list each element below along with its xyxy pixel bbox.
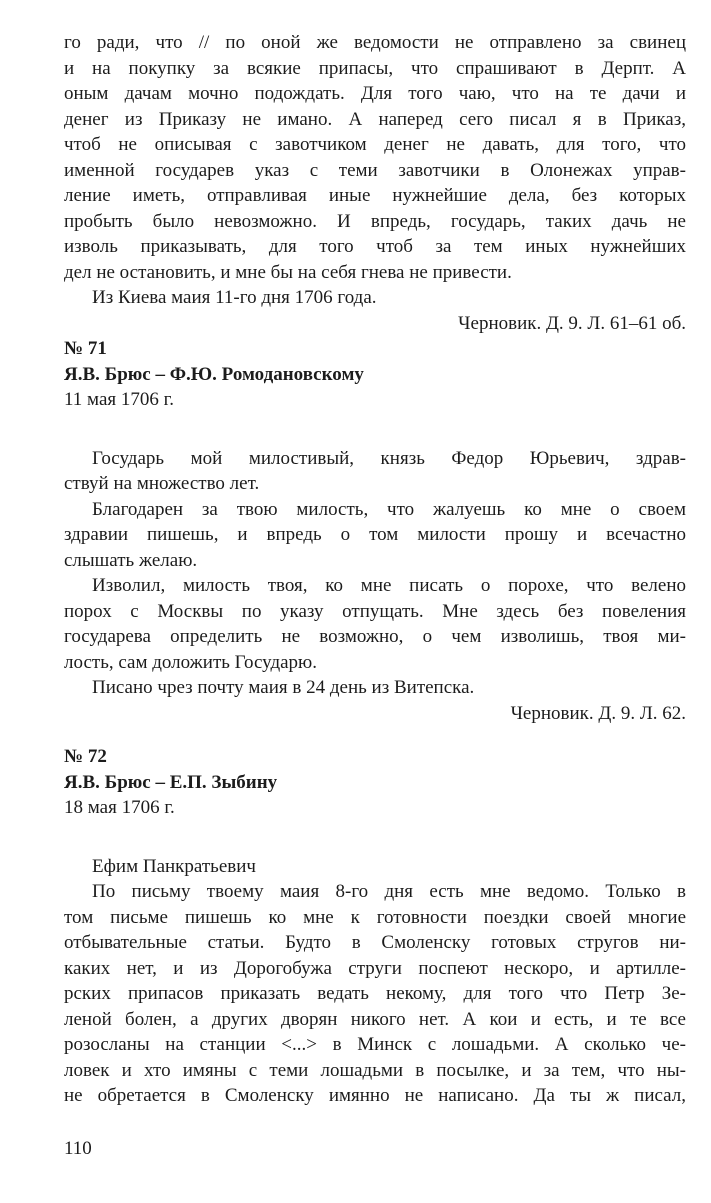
previous-letter-continuation xyxy=(64,30,686,336)
letter-heading: Я.В. Брюс – Ф.Ю. Ромодановскому xyxy=(64,363,364,385)
text-line: Государь мой милостивый, князь Федор Юрьевич, здрав- xyxy=(92,447,686,469)
text-line: порох с Москвы по указу отпущать. Мне здесь без повеления xyxy=(64,600,686,622)
text-line: чтоб не описывая с завотчиком денег не давать, для того, что xyxy=(64,134,686,155)
closing-line: Писано чрез почту маия в 24 день из Витепска. xyxy=(92,677,475,698)
paragraph xyxy=(64,573,686,675)
text-line: Благодарен за твою милость, что жалуешь ко мне о своем xyxy=(92,498,686,520)
letter-72 xyxy=(64,744,686,1109)
text-line: не обретается в Смоленску имянно не написано. Да ты ж писал, xyxy=(64,1085,686,1106)
letter-number: № 72 xyxy=(64,746,107,767)
letter-number: № 71 xyxy=(64,338,107,359)
letter-heading: Я.В. Брюс – Е.П. Зыбину xyxy=(64,771,278,793)
paragraph xyxy=(64,497,686,574)
text-line: оным дачам мочно подождать. Для того чаю, что на те дачи и xyxy=(64,83,686,104)
archive-source: Черновик. Д. 9. Л. 62. xyxy=(510,702,686,724)
paragraph xyxy=(64,879,686,1109)
text-line: денег из Приказу не имано. А наперед сего писал я в Приказ, xyxy=(64,108,686,130)
text-line: отбывательные статьи. Будто в Смоленску готовых стругов ни- xyxy=(64,932,686,953)
text-line: По письму твоему маия 8-го дня есть мне ведомо. Только в xyxy=(92,881,686,902)
page-number: 110 xyxy=(64,1138,92,1159)
text-line: ление иметь, отправливая иные нужнейшие дела, без которых xyxy=(64,185,686,206)
letter-71 xyxy=(64,336,686,726)
text-line: дел не остановить, и мне бы на себя гнева не привести. xyxy=(64,261,512,283)
text-line: изволь приказывать, для того чтоб за тем иных нужнейших xyxy=(64,236,686,257)
text-line: ловек и хто имяны с теми лошадьми в посылке, и за тем, что ны- xyxy=(64,1059,686,1081)
text-line: го ради, что // по оной же ведомости не отправлено за свинец xyxy=(64,32,686,53)
text-line: лость, сам доложить Государю. xyxy=(64,651,317,673)
paragraph xyxy=(64,675,686,701)
closing-line: Из Киева маия 11-го дня 1706 года. xyxy=(92,287,377,308)
page xyxy=(64,30,686,1109)
text-line: ствуй на множество лет. xyxy=(64,473,260,494)
text-line: Изволил, милость твоя, ко мне писать о порохе, что велено xyxy=(92,575,686,596)
text-line: рских припасов приказать ведать некому, для того что Петр Зе- xyxy=(64,983,686,1004)
text-line: розосланы на станции <...> в Минск с лошадьми. А сколько че- xyxy=(64,1034,686,1055)
salutation: Ефим Панкратьевич xyxy=(92,855,256,877)
text-line: леной болен, а других дворян никого нет. А кои и есть, и те все xyxy=(64,1008,686,1030)
paragraph xyxy=(64,446,686,497)
archive-source: Черновик. Д. 9. Л. 61–61 об. xyxy=(458,312,686,334)
text-line: именной государев указ с теми завотчики в Олонежах управ- xyxy=(64,159,686,181)
text-line: и на покупку за всякие припасы, что спрашивают в Дерпт. А xyxy=(64,57,686,79)
text-line: каких нет, и из Дорогобужа струги поспеют нескоро, и артилле- xyxy=(64,957,686,979)
text-line: государева определить не возможно, о чем изволишь, твоя ми- xyxy=(64,626,686,647)
letter-date: 18 мая 1706 г. xyxy=(64,797,175,818)
text-line: здравии пишешь, и впредь о том милости прошу и всечастно xyxy=(64,524,686,545)
text-line: слышать желаю. xyxy=(64,549,198,571)
text-line: том письме пишешь ко мне к готовности поездки своей многие xyxy=(64,906,686,928)
letter-date: 11 мая 1706 г. xyxy=(64,389,175,410)
text-line: пробыть было невозможно. И впредь, государь, таких дачь не xyxy=(64,210,686,232)
